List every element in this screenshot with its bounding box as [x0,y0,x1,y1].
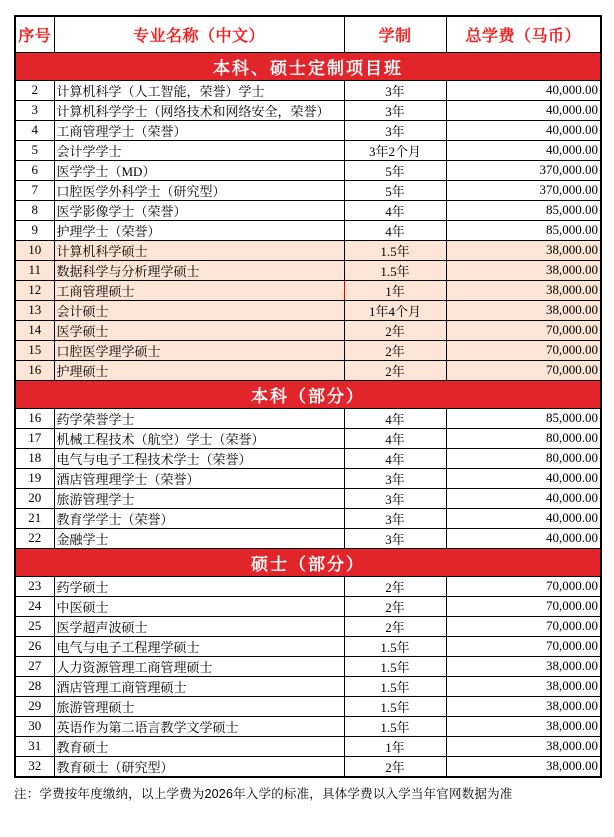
row-index-cell: 31 [15,736,54,756]
duration-cell: 1年 [344,280,446,300]
row-index-cell: 26 [15,636,54,656]
duration-cell: 4年 [344,448,446,468]
row-index-cell: 28 [15,676,54,696]
fee-cell: 70,000.00 [446,320,601,340]
section-band-row [15,52,601,80]
program-name-cell: 医学影像学士（荣誉） [54,200,344,220]
program-name-cell: 医学超声波硕士 [54,616,344,636]
program-name-cell: 酒店管理工商管理硕士 [54,676,344,696]
program-name-cell: 计算机科学硕士 [54,240,344,260]
table-row [15,488,601,508]
duration-cell: 2年 [344,756,446,777]
program-name-cell: 会计硕士 [54,300,344,320]
duration-cell: 1.5年 [344,636,446,656]
duration-cell: 3年2个月 [344,140,446,160]
table-row [15,508,601,528]
duration-cell: 2年 [344,320,446,340]
fee-cell: 40,000.00 [446,80,601,100]
row-index-cell: 7 [15,180,54,200]
duration-cell: 2年 [344,576,446,596]
col-header-program-name: 专业名称（中文） [54,16,344,52]
fee-cell: 38,000.00 [446,300,601,320]
table-row [15,576,601,596]
fee-cell: 85,000.00 [446,200,601,220]
program-name-cell: 英语作为第二语言教学文学硕士 [54,716,344,736]
duration-cell: 5年 [344,160,446,180]
program-name-cell: 旅游管理硕士 [54,696,344,716]
duration-cell: 1年4个月 [344,300,446,320]
program-name-cell: 教育学学士（荣誉） [54,508,344,528]
fee-cell: 40,000.00 [446,468,601,488]
duration-cell: 3年 [344,488,446,508]
program-name-cell: 旅游管理学士 [54,488,344,508]
row-index-cell: 21 [15,508,54,528]
program-name-cell: 教育硕士 [54,736,344,756]
program-name-cell: 工商管理学士（荣誉） [54,120,344,140]
table-row [15,596,601,616]
row-index-cell: 32 [15,756,54,777]
fee-cell: 38,000.00 [446,716,601,736]
duration-cell: 2年 [344,360,446,380]
row-index-cell: 9 [15,220,54,240]
table-row [15,200,601,220]
fee-cell: 70,000.00 [446,616,601,636]
row-index-cell: 22 [15,528,54,548]
table-row [15,220,601,240]
row-index-cell: 15 [15,340,54,360]
col-header-duration: 学制 [344,16,446,52]
duration-cell: 1.5年 [344,676,446,696]
program-name-cell: 药学硕士 [54,576,344,596]
fee-cell: 80,000.00 [446,448,601,468]
table-row [15,320,601,340]
duration-cell: 1.5年 [344,656,446,676]
program-name-cell: 工商管理硕士 [54,280,344,300]
table-row [15,280,601,300]
program-name-cell: 会计学学士 [54,140,344,160]
fee-cell: 70,000.00 [446,636,601,656]
program-name-cell: 教育硕士（研究型） [54,756,344,777]
program-name-cell: 人力资源管理工商管理硕士 [54,656,344,676]
table-row [15,160,601,180]
row-index-cell: 14 [15,320,54,340]
program-name-cell: 机械工程技术（航空）学士（荣誉） [54,428,344,448]
fee-cell: 70,000.00 [446,596,601,616]
fee-cell: 370,000.00 [446,180,601,200]
col-header-total-fee: 总学费（马币） [446,16,601,52]
section-band-title: 硕士（部分） [15,548,601,576]
table-row [15,656,601,676]
fee-cell: 40,000.00 [446,528,601,548]
table-row [15,340,601,360]
row-index-cell: 6 [15,160,54,180]
fee-cell: 70,000.00 [446,340,601,360]
table-row [15,448,601,468]
fee-cell: 38,000.00 [446,696,601,716]
duration-cell: 3年 [344,508,446,528]
duration-cell: 2年 [344,340,446,360]
row-index-cell: 12 [15,280,54,300]
table-row [15,636,601,656]
table-row [15,100,601,120]
duration-cell: 5年 [344,180,446,200]
table-row [15,260,601,280]
fee-cell: 85,000.00 [446,408,601,428]
duration-cell: 3年 [344,100,446,120]
program-name-cell: 电气与电子工程技术学士（荣誉） [54,448,344,468]
duration-cell: 4年 [344,200,446,220]
table-row [15,428,601,448]
duration-cell: 4年 [344,408,446,428]
section-band-row [15,548,601,576]
row-index-cell: 3 [15,100,54,120]
fee-cell: 40,000.00 [446,120,601,140]
section-band-title: 本科、硕士定制项目班 [15,52,601,80]
row-index-cell: 16 [15,360,54,380]
duration-cell: 1.5年 [344,240,446,260]
row-index-cell: 30 [15,716,54,736]
duration-cell: 2年 [344,596,446,616]
table-row [15,736,601,756]
row-index-cell: 25 [15,616,54,636]
fee-cell: 38,000.00 [446,280,601,300]
program-name-cell: 口腔医学外科学士（研究型） [54,180,344,200]
program-name-cell: 护理学士（荣誉） [54,220,344,240]
duration-cell: 1.5年 [344,260,446,280]
fee-cell: 38,000.00 [446,656,601,676]
row-index-cell: 20 [15,488,54,508]
footnote: 注：学费按年度缴纳，以上学费为2026年入学的标准，具体学费以入学当年官网数据为准 [14,786,513,801]
row-index-cell: 29 [15,696,54,716]
fee-cell: 38,000.00 [446,260,601,280]
row-index-cell: 2 [15,80,54,100]
program-name-cell: 金融学士 [54,528,344,548]
fee-cell: 40,000.00 [446,508,601,528]
section-band-title: 本科（部分） [15,380,601,408]
table-row [15,468,601,488]
table-row [15,408,601,428]
program-name-cell: 中医硕士 [54,596,344,616]
fee-cell: 38,000.00 [446,736,601,756]
fee-cell: 85,000.00 [446,220,601,240]
duration-cell: 3年 [344,468,446,488]
duration-cell: 1.5年 [344,716,446,736]
program-name-cell: 计算机科学学士（网络技术和网络安全，荣誉） [54,100,344,120]
row-index-cell: 4 [15,120,54,140]
fee-cell: 80,000.00 [446,428,601,448]
table-row [15,140,601,160]
tuition-fee-table [14,15,602,778]
row-index-cell: 17 [15,428,54,448]
fee-cell: 70,000.00 [446,576,601,596]
table-row [15,716,601,736]
duration-cell: 1.5年 [344,696,446,716]
duration-cell: 4年 [344,428,446,448]
table-row [15,696,601,716]
row-index-cell: 13 [15,300,54,320]
table-row [15,528,601,548]
fee-cell: 70,000.00 [446,360,601,380]
program-name-cell: 数据科学与分析理学硕士 [54,260,344,280]
row-index-cell: 27 [15,656,54,676]
fee-cell: 370,000.00 [446,160,601,180]
program-name-cell: 计算机科学（人工智能，荣誉）学士 [54,80,344,100]
row-index-cell: 19 [15,468,54,488]
fee-cell: 40,000.00 [446,488,601,508]
program-name-cell: 护理硕士 [54,360,344,380]
program-name-cell: 口腔医学理学硕士 [54,340,344,360]
fee-cell: 38,000.00 [446,756,601,777]
row-index-cell: 23 [15,576,54,596]
table-row [15,180,601,200]
col-header-index: 序号 [15,16,54,52]
program-name-cell: 医学学士（MD） [54,160,344,180]
program-name-cell: 医学硕士 [54,320,344,340]
section-band-row [15,380,601,408]
table-row [15,616,601,636]
header-row [15,16,601,52]
fee-cell: 40,000.00 [446,140,601,160]
table-row [15,360,601,380]
program-name-cell: 酒店管理理学士（荣誉） [54,468,344,488]
table-row [15,300,601,320]
table-row [15,240,601,260]
table-row [15,756,601,777]
duration-cell: 3年 [344,120,446,140]
fee-cell: 38,000.00 [446,676,601,696]
fee-cell: 40,000.00 [446,100,601,120]
program-name-cell: 药学荣誉学士 [54,408,344,428]
table-row [15,80,601,100]
row-index-cell: 8 [15,200,54,220]
table-row [15,676,601,696]
duration-cell: 2年 [344,616,446,636]
duration-cell: 3年 [344,528,446,548]
duration-cell: 4年 [344,220,446,240]
row-index-cell: 24 [15,596,54,616]
row-index-cell: 11 [15,260,54,280]
duration-cell: 3年 [344,80,446,100]
program-name-cell: 电气与电子工程理学硕士 [54,636,344,656]
row-index-cell: 16 [15,408,54,428]
row-index-cell: 5 [15,140,54,160]
row-index-cell: 10 [15,240,54,260]
duration-cell: 1年 [344,736,446,756]
table-row [15,120,601,140]
row-index-cell: 18 [15,448,54,468]
fee-cell: 38,000.00 [446,240,601,260]
